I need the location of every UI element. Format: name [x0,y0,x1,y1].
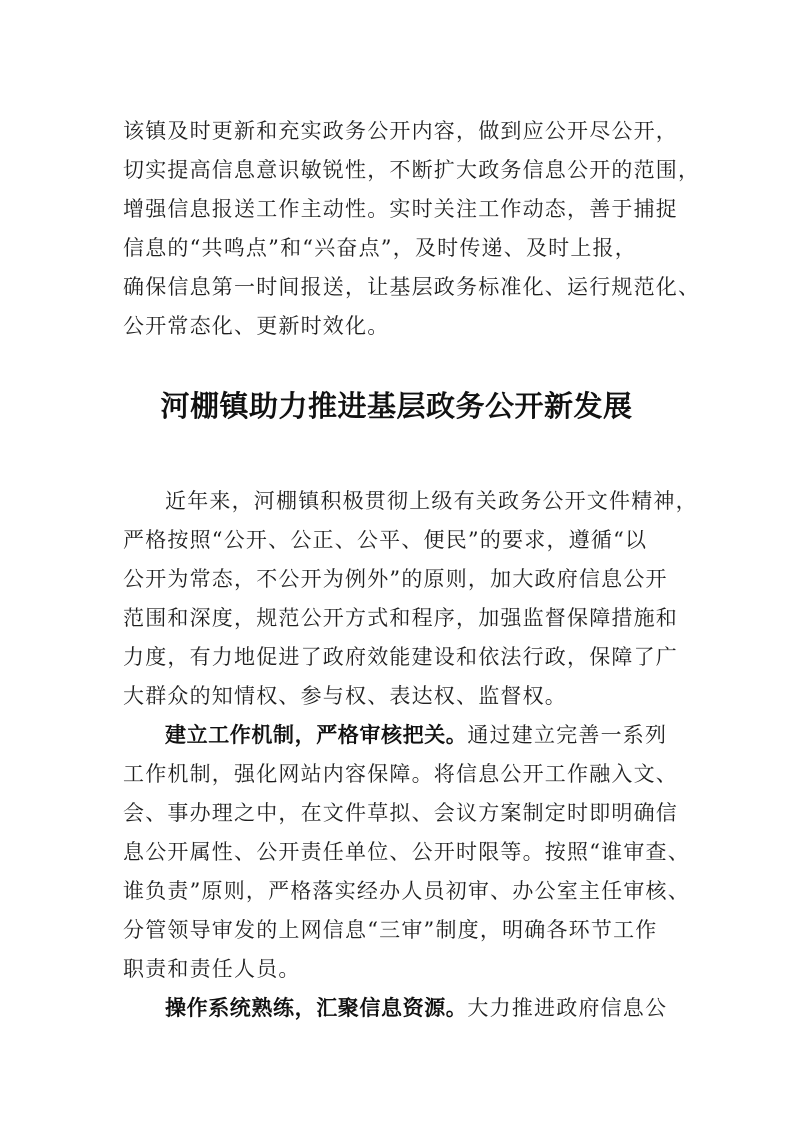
para2-heading: 建立工作机制，严格审核把关。 [165,723,468,747]
intro-line-5: 确保信息第一时间报送，让基层政务标准化、运行规范化、 [123,275,701,299]
para2-first-line-rest: 通过建立完善一系列 [467,723,668,747]
para2-line-7: 职责和责任人员。 [123,957,301,981]
para2-line-6: 分管领导审发的上网信息“三审”制度，明确各环节工作 [123,918,658,942]
para2-line-3: 会、事办理之中，在文件草拟、会议方案制定时即明确信 [123,801,678,825]
intro-line-2: 切实提高信息意识敏锐性，不断扩大政务信息公开的范围， [123,158,701,182]
para3-first-line [165,993,667,1023]
para1-line-4: 范围和深度，规范公开方式和程序，加强监督保障措施和 [123,606,678,630]
para2-line-5: 谁负责”原则，严格落实经办人员初审、办公室主任审核、 [123,879,690,903]
para1-line-5: 力度，有力地促进了政府效能建设和依法行政，保障了广 [123,645,678,669]
intro-line-4: 信息的“共鸣点”和“兴奋点”，及时传递、及时上报， [123,236,637,260]
intro-line-1: 该镇及时更新和充实政务公开内容，做到应公开尽公开， [123,119,678,143]
intro-line-6: 公开常态化、更新时效化。 [123,314,390,338]
para3-heading: 操作系统熟练，汇聚信息资源。 [165,996,468,1020]
intro-line-3: 增强信息报送工作主动性。实时关注工作动态，善于捕捉 [123,197,678,221]
para1-line-3: 公开为常态，不公开为例外”的原则，加大政府信息公开 [123,567,668,591]
para2-line-4: 息公开属性、公开责任单位、公开时限等。按照“谁审查、 [123,840,690,864]
article-title: 河棚镇助力推进基层政务公开新发展 [160,389,633,423]
para3-first-line-rest: 大力推进政府信息公 [467,996,668,1020]
para1-line-1: 近年来，河棚镇积极贯彻上级有关政务公开文件精神， [165,489,698,513]
para2-line-2: 工作机制，强化网站内容保障。将信息公开工作融入文、 [123,762,678,786]
para1-line-2: 严格按照“公开、公正、公平、便民”的要求，遵循“以 [123,528,648,552]
para2-first-line [165,720,667,750]
para1-line-6: 大群众的知情权、参与权、表达权、监督权。 [123,684,567,708]
